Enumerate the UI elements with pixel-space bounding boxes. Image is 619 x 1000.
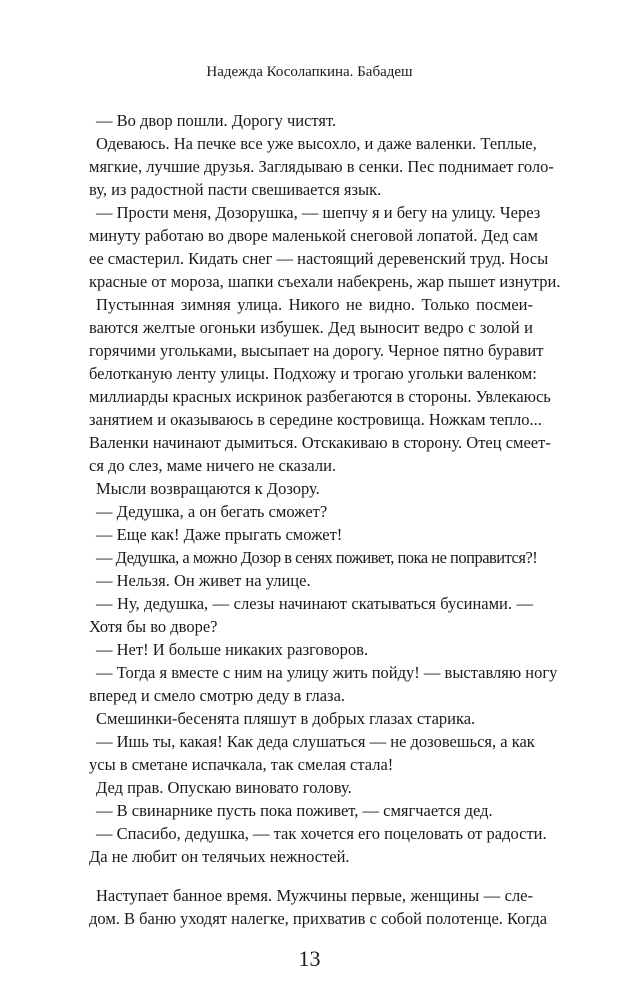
text-line: — Нет! И больше никаких разговоров. — [96, 640, 369, 659]
text-line: — Ишь ты, какая! Как деда слушаться — не дозовешься, а как — [96, 732, 535, 751]
text-line: занятием и оказываюсь в середине костровища. Ножкам тепло... — [89, 410, 542, 429]
text-line: Валенки начинают дымиться. Отскакиваю в сторону. Отец смеет- — [89, 433, 551, 452]
text-line: — Прости меня, Дозорушка, — шепчу я и бегу на улицу. Через — [96, 203, 541, 222]
text-line: — Тогда я вместе с ним на улицу жить пойду! — выставляю ногу — [96, 663, 558, 682]
text-line: — Еще как! Даже прыгать сможет! — [96, 525, 343, 544]
text-line: — Во двор пошли. Дорогу чистят. — [96, 111, 337, 130]
text-line: Хотя бы во дворе? — [89, 617, 218, 636]
text-line: мягкие, лучшие друзья. Заглядываю в сенки. Пес поднимает голо- — [89, 157, 554, 176]
running-header: Надежда Косолапкина. Бабадеш — [206, 64, 413, 80]
text-line: Дед прав. Опускаю виновато голову. — [96, 778, 352, 797]
text-line: Одеваюсь. На печке все уже высохло, и даже валенки. Теплые, — [96, 134, 537, 153]
page-number: 13 — [298, 946, 321, 971]
text-line: минуту работаю во дворе маленькой снеговой лопатой. Дед сам — [89, 226, 538, 245]
text-line: вперед и смело смотрю деду в глаза. — [89, 686, 346, 705]
text-line: горячими угольками, высыпает на дорогу. Черное пятно буравит — [89, 341, 544, 360]
text-line: ся до слез, маме ничего не сказали. — [89, 456, 337, 475]
text-line: белотканую ленту улицы. Подхожу и трогаю угольки валенком: — [89, 364, 537, 383]
text-line: ее смастерил. Кидать снег — настоящий деревенский труд. Носы — [89, 249, 549, 268]
text-line: — В свинарнике пусть пока поживет, — смягчается дед. — [96, 801, 493, 820]
text-line: Смешинки-бесенята пляшут в добрых глазах старика. — [96, 709, 476, 728]
text-line: Пустынная зимняя улица. Никого не видно. Только посмеи- — [96, 295, 533, 314]
text-line: — Спасибо, дедушка, — так хочется его поцеловать от радости. — [96, 824, 547, 843]
text-line: — Дедушка, а можно Дозор в сенях поживет, пока не поправится?! — [96, 548, 538, 567]
text-line: дом. В баню уходят налегке, прихватив с собой полотенце. Когда — [89, 909, 548, 928]
text-line: ваются желтые огоньки избушек. Дед выносит ведро с золой и — [89, 318, 533, 337]
text-line: красные от мороза, шапки съехали набекрень, жар пышет изнутри. — [89, 272, 561, 291]
text-line: Да не любит он телячьих нежностей. — [89, 847, 350, 866]
text-line: — Нельзя. Он живет на улице. — [96, 571, 311, 590]
text-line: Мысли возвращаются к Дозору. — [96, 479, 320, 498]
text-line: усы в сметане испачкала, так смелая стала! — [89, 755, 394, 774]
text-line: ву, из радостной пасти свешивается язык. — [89, 180, 382, 199]
text-line: Наступает банное время. Мужчины первые, женщины — сле- — [96, 886, 533, 905]
text-line: — Дедушка, а он бегать сможет? — [96, 502, 328, 521]
text-line: — Ну, дедушка, — слезы начинают скатываться бусинами. — — [96, 594, 533, 613]
text-line: миллиарды красных искринок разбегаются в стороны. Увлекаюсь — [89, 387, 551, 406]
